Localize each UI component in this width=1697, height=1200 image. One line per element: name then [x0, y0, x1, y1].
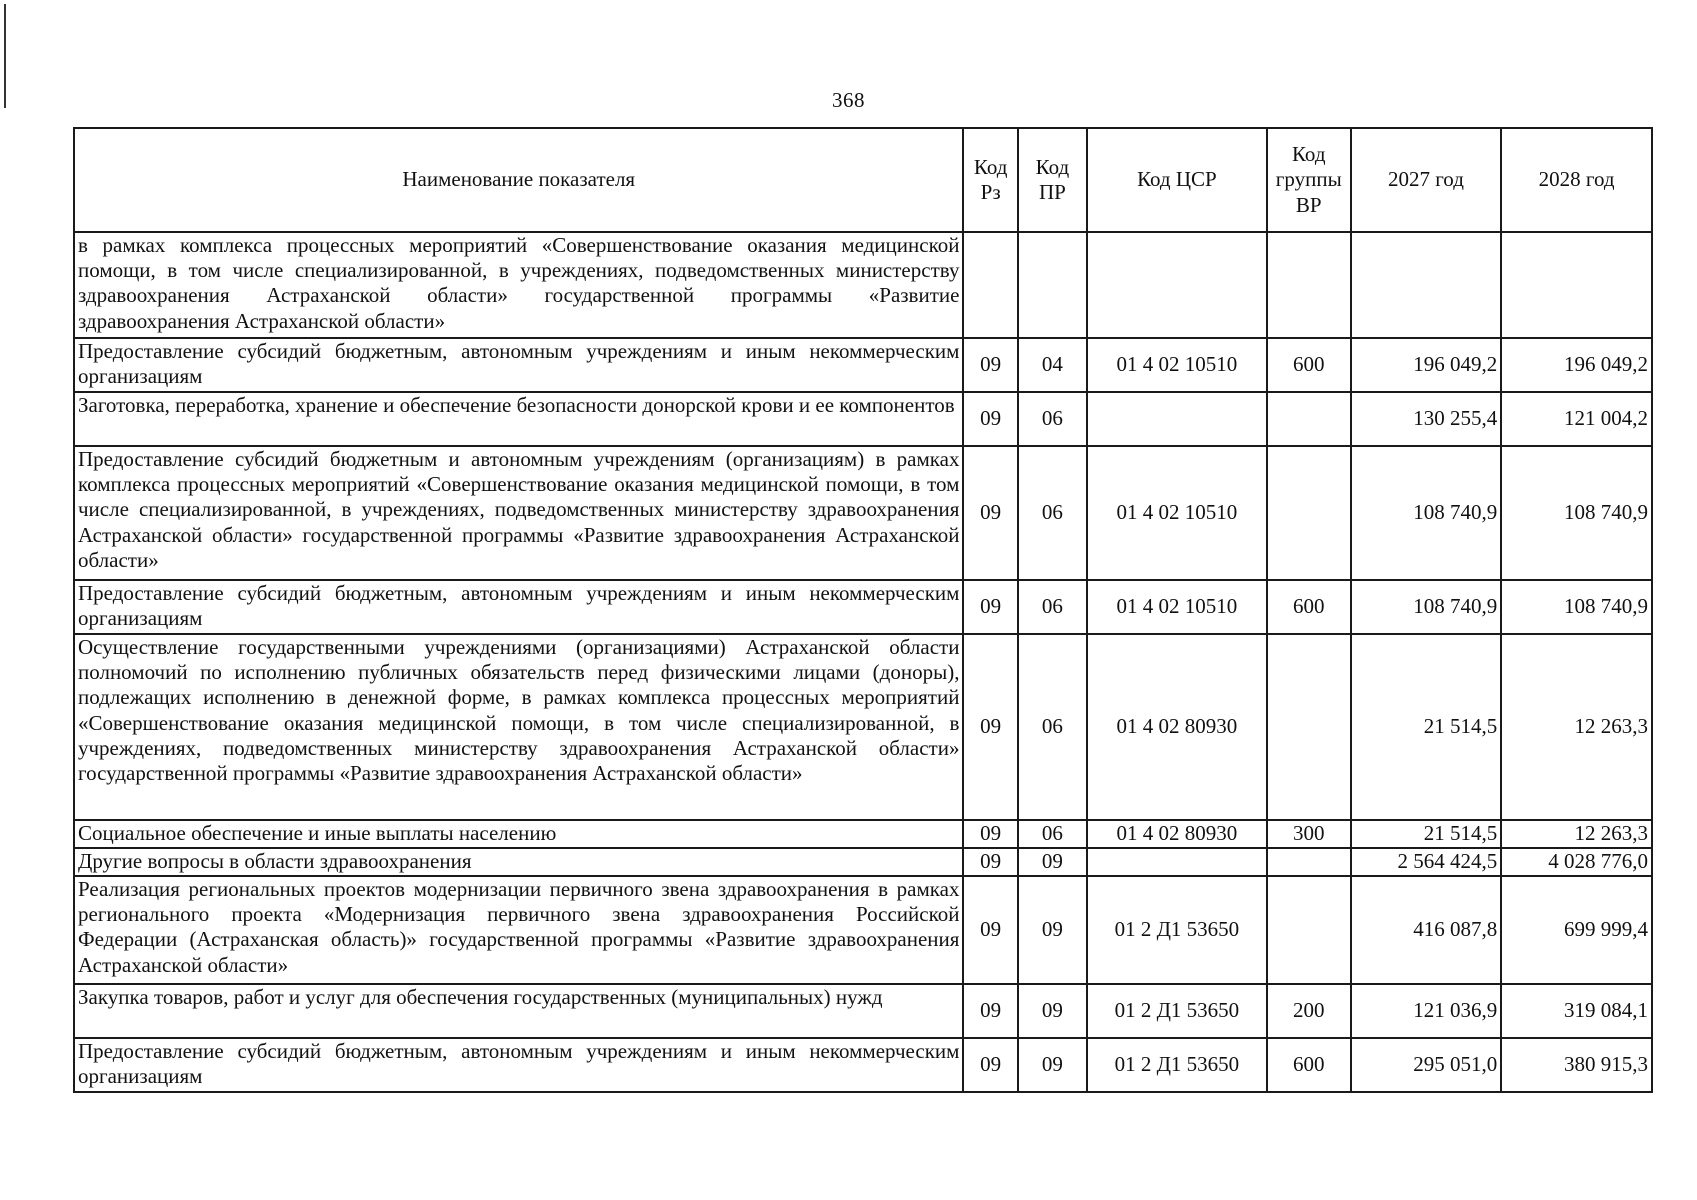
row-rz: 09: [963, 984, 1017, 1038]
table-row: [74, 446, 1652, 580]
table-row: [74, 392, 1652, 446]
row-2028: 699 999,4: [1501, 876, 1652, 984]
row-rz: [963, 232, 1017, 338]
row-2028: 4 028 776,0: [1501, 848, 1652, 876]
row-2028: 121 004,2: [1501, 392, 1652, 446]
row-vr: [1267, 848, 1351, 876]
row-csr: 01 4 02 10510: [1087, 446, 1267, 580]
header-2028: 2028 год: [1501, 128, 1652, 232]
row-2027: 196 049,2: [1351, 338, 1502, 392]
row-csr: 01 4 02 10510: [1087, 338, 1267, 392]
row-csr: 01 4 02 10510: [1087, 580, 1267, 634]
row-name: Предоставление субсидий бюджетным и автономным учреждениям (организациям) в рамках комплекса процессных мероприятий «Совершенствование оказания медицинской помощи, в том числе специализированной, в учреждениях, подведомственных министерству здравоохранения Астраханской области» государственной программы «Развитие здравоохранения Астраханской области»: [74, 446, 963, 580]
row-2027: 121 036,9: [1351, 984, 1502, 1038]
row-csr: 01 4 02 80930: [1087, 820, 1267, 848]
row-pr: 09: [1018, 984, 1087, 1038]
row-2027: 108 740,9: [1351, 580, 1502, 634]
row-vr: 200: [1267, 984, 1351, 1038]
table-row: [74, 848, 1652, 876]
row-rz: 09: [963, 820, 1017, 848]
row-2027: 416 087,8: [1351, 876, 1502, 984]
row-pr: 06: [1018, 446, 1087, 580]
row-vr: [1267, 232, 1351, 338]
row-vr: [1267, 392, 1351, 446]
row-name: Заготовка, переработка, хранение и обеспечение безопасности донорской крови и ее компонентов: [74, 392, 963, 446]
header-2027: 2027 год: [1351, 128, 1502, 232]
row-rz: 09: [963, 446, 1017, 580]
row-name: Закупка товаров, работ и услуг для обеспечения государственных (муниципальных) нужд: [74, 984, 963, 1038]
row-pr: 09: [1018, 1038, 1087, 1092]
row-vr: [1267, 876, 1351, 984]
row-csr: [1087, 848, 1267, 876]
header-pr: Код ПР: [1018, 128, 1087, 232]
table-row: [74, 820, 1652, 848]
row-name: Реализация региональных проектов модернизации первичного звена здравоохранения в рамках регионального проекта «Модернизация первичного звена здравоохранения Российской Федерации (Астраханская область)» государственной программы «Развитие здравоохранения Астраханской области»: [74, 876, 963, 984]
row-csr: 01 2 Д1 53650: [1087, 1038, 1267, 1092]
row-2027: 21 514,5: [1351, 634, 1502, 820]
row-csr: 01 4 02 80930: [1087, 634, 1267, 820]
row-pr: 06: [1018, 580, 1087, 634]
row-pr: [1018, 232, 1087, 338]
table-row: [74, 338, 1652, 392]
table-header-row: [74, 128, 1652, 232]
row-rz: 09: [963, 580, 1017, 634]
table-row: [74, 876, 1652, 984]
row-pr: 09: [1018, 876, 1087, 984]
row-2027: 295 051,0: [1351, 1038, 1502, 1092]
row-vr: [1267, 446, 1351, 580]
header-csr: Код ЦСР: [1087, 128, 1267, 232]
row-2027: 21 514,5: [1351, 820, 1502, 848]
row-vr: 300: [1267, 820, 1351, 848]
row-2028: 319 084,1: [1501, 984, 1652, 1038]
row-rz: 09: [963, 338, 1017, 392]
row-csr: [1087, 232, 1267, 338]
row-name: Другие вопросы в области здравоохранения: [74, 848, 963, 876]
row-csr: 01 2 Д1 53650: [1087, 876, 1267, 984]
row-name: Осуществление государственными учреждениями (организациями) Астраханской области полномочий по исполнению публичных обязательств перед физическими лицами (доноры), подлежащих исполнению в денежной форме, в рамках комплекса процессных мероприятий «Совершенствование оказания медицинской помощи, в том числе специализированной, в учреждениях, подведомственных министерству здравоохранения Астраханской области» государственной программы «Развитие здравоохранения Астраханской области»: [74, 634, 963, 820]
row-pr: 09: [1018, 848, 1087, 876]
row-vr: 600: [1267, 580, 1351, 634]
row-name: Предоставление субсидий бюджетным, автономным учреждениям и иным некоммерческим организациям: [74, 1038, 963, 1092]
row-name: Социальное обеспечение и иные выплаты населению: [74, 820, 963, 848]
table-row: [74, 1038, 1652, 1092]
row-2028: 12 263,3: [1501, 634, 1652, 820]
row-vr: [1267, 634, 1351, 820]
row-csr: 01 2 Д1 53650: [1087, 984, 1267, 1038]
row-2028: 380 915,3: [1501, 1038, 1652, 1092]
row-pr: 06: [1018, 634, 1087, 820]
header-name: Наименование показателя: [74, 128, 963, 232]
row-2028: 108 740,9: [1501, 446, 1652, 580]
row-rz: 09: [963, 634, 1017, 820]
row-2027: 2 564 424,5: [1351, 848, 1502, 876]
table-row: [74, 580, 1652, 634]
row-pr: 04: [1018, 338, 1087, 392]
budget-table: [73, 127, 1653, 1093]
row-2027: 130 255,4: [1351, 392, 1502, 446]
row-pr: 06: [1018, 820, 1087, 848]
row-name: в рамках комплекса процессных мероприятий «Совершенствование оказания медицинской помощи, в том числе специализированной, в учреждениях, подведомственных министерству здравоохранения Астраханской области» государственной программы «Развитие здравоохранения Астраханской области»: [74, 232, 963, 338]
page-number: 368: [832, 88, 865, 112]
header-rz: Код Рз: [963, 128, 1017, 232]
row-rz: 09: [963, 392, 1017, 446]
row-2027: 108 740,9: [1351, 446, 1502, 580]
row-2028: 108 740,9: [1501, 580, 1652, 634]
row-2027: [1351, 232, 1502, 338]
row-rz: 09: [963, 876, 1017, 984]
header-vr: Код группы ВР: [1267, 128, 1351, 232]
table-row: [74, 232, 1652, 338]
row-2028: [1501, 232, 1652, 338]
table-row: [74, 984, 1652, 1038]
row-rz: 09: [963, 1038, 1017, 1092]
table-row: [74, 634, 1652, 820]
row-vr: 600: [1267, 1038, 1351, 1092]
row-name: Предоставление субсидий бюджетным, автономным учреждениям и иным некоммерческим организациям: [74, 580, 963, 634]
row-vr: 600: [1267, 338, 1351, 392]
row-name: Предоставление субсидий бюджетным, автономным учреждениям и иным некоммерческим организациям: [74, 338, 963, 392]
row-2028: 12 263,3: [1501, 820, 1652, 848]
row-pr: 06: [1018, 392, 1087, 446]
row-csr: [1087, 392, 1267, 446]
row-2028: 196 049,2: [1501, 338, 1652, 392]
row-rz: 09: [963, 848, 1017, 876]
